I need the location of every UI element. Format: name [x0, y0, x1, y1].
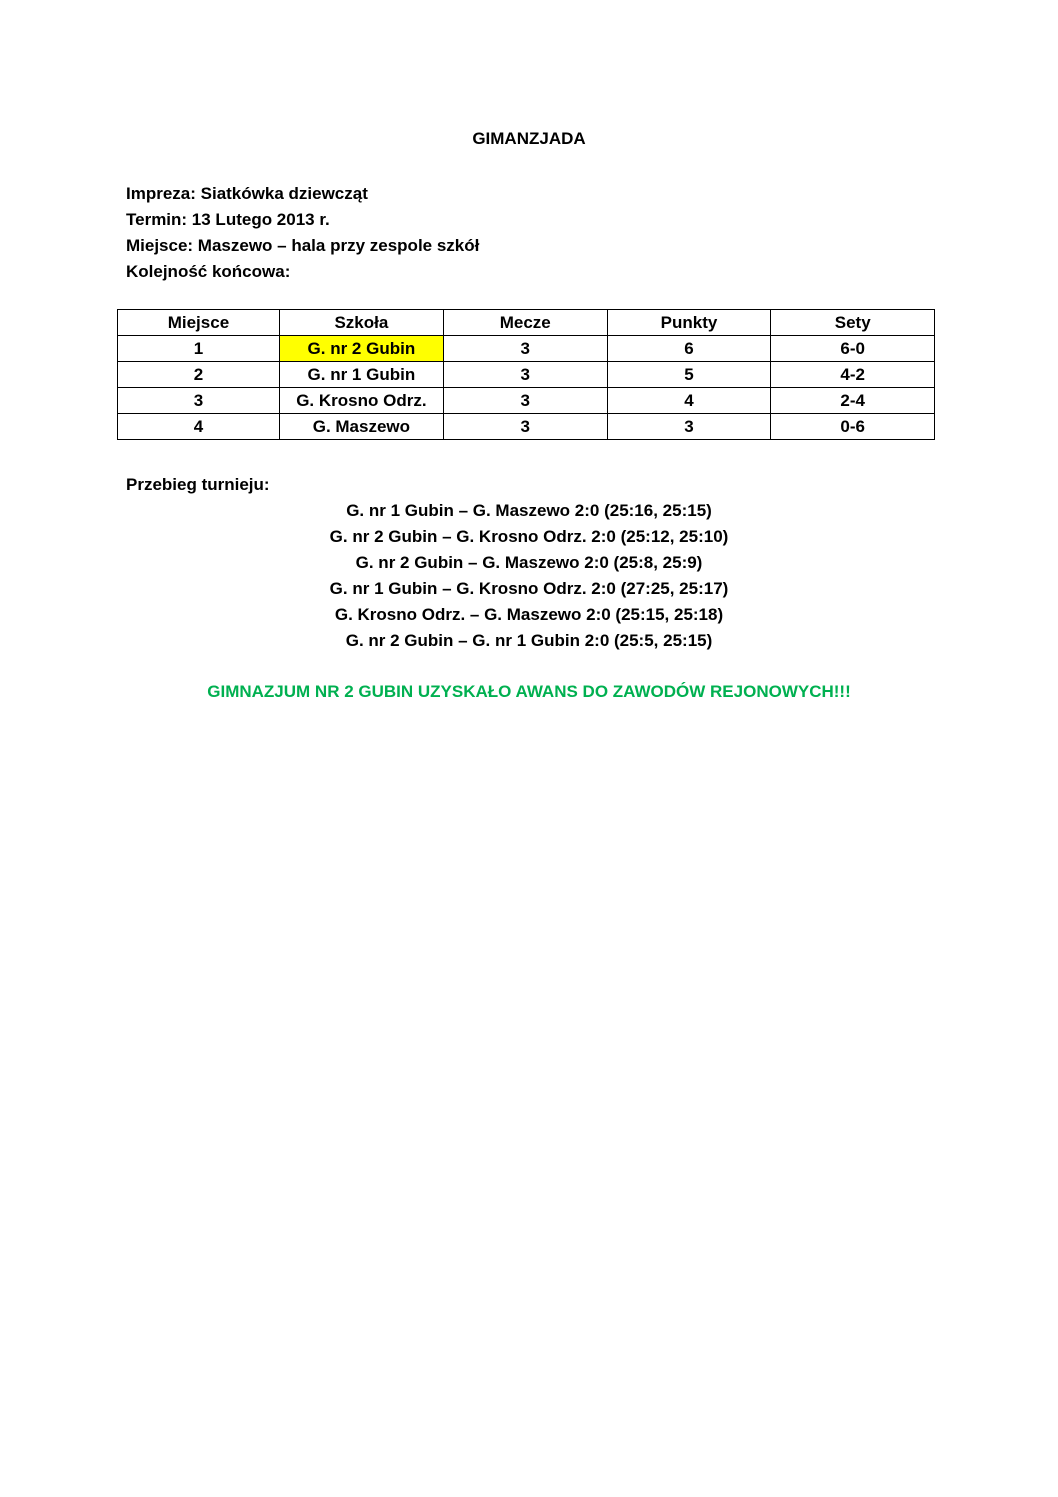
- final-ranking-label: Kolejność końcowa:: [126, 262, 291, 281]
- match-result: G. nr 2 Gubin – G. nr 1 Gubin 2:0 (25:5, 25:15): [345, 631, 713, 650]
- header-place: Miejsce: [118, 310, 280, 336]
- cell-school: G. Maszewo: [279, 414, 443, 440]
- cell-place: 4: [118, 414, 280, 440]
- cell-school: G. Krosno Odrz.: [279, 388, 443, 414]
- match-list: [0, 498, 1058, 654]
- header-matches: Mecze: [443, 310, 607, 336]
- cell-matches: 3: [443, 388, 607, 414]
- cell-points: 4: [607, 388, 771, 414]
- table-header-row: [118, 310, 935, 336]
- tournament-course-label: Przebieg turnieju:: [126, 475, 270, 494]
- cell-matches: 3: [443, 414, 607, 440]
- cell-place: 2: [118, 362, 280, 388]
- match-result: G. Krosno Odrz. – G. Maszewo 2:0 (25:15, 25:18): [334, 605, 724, 624]
- promotion-announcement: GIMNAZJUM NR 2 GUBIN UZYSKAŁO AWANS DO ZAWODÓW REJONOWYCH!!!: [207, 682, 851, 701]
- document-title: GIMANZJADA: [472, 129, 586, 148]
- cell-points: 5: [607, 362, 771, 388]
- cell-sets: 0-6: [771, 414, 935, 440]
- match-result: G. nr 1 Gubin – G. Maszewo 2:0 (25:16, 25:15): [346, 501, 712, 520]
- header-points: Punkty: [607, 310, 771, 336]
- results-table: [117, 309, 935, 440]
- header-school: Szkoła: [279, 310, 443, 336]
- event-date: Termin: 13 Lutego 2013 r.: [126, 210, 330, 229]
- event-name: Impreza: Siatkówka dziewcząt: [126, 184, 368, 203]
- header-sets: Sety: [771, 310, 935, 336]
- cell-place: 1: [118, 336, 280, 362]
- table-row: [118, 362, 935, 388]
- table-row: [118, 414, 935, 440]
- cell-points: 6: [607, 336, 771, 362]
- cell-sets: 2-4: [771, 388, 935, 414]
- cell-school: G. nr 1 Gubin: [279, 362, 443, 388]
- cell-school-highlighted: G. nr 2 Gubin: [279, 336, 443, 362]
- match-result: G. nr 2 Gubin – G. Krosno Odrz. 2:0 (25:12, 25:10): [329, 527, 729, 546]
- match-result: G. nr 2 Gubin – G. Maszewo 2:0 (25:8, 25:9): [355, 553, 703, 572]
- cell-matches: 3: [443, 362, 607, 388]
- cell-sets: 6-0: [771, 336, 935, 362]
- match-result: G. nr 1 Gubin – G. Krosno Odrz. 2:0 (27:25, 25:17): [329, 579, 729, 598]
- cell-sets: 4-2: [771, 362, 935, 388]
- event-location: Miejsce: Maszewo – hala przy zespole szkół: [126, 236, 480, 255]
- table-row: [118, 336, 935, 362]
- event-info: [126, 181, 479, 285]
- cell-points: 3: [607, 414, 771, 440]
- cell-place: 3: [118, 388, 280, 414]
- cell-matches: 3: [443, 336, 607, 362]
- table-row: [118, 388, 935, 414]
